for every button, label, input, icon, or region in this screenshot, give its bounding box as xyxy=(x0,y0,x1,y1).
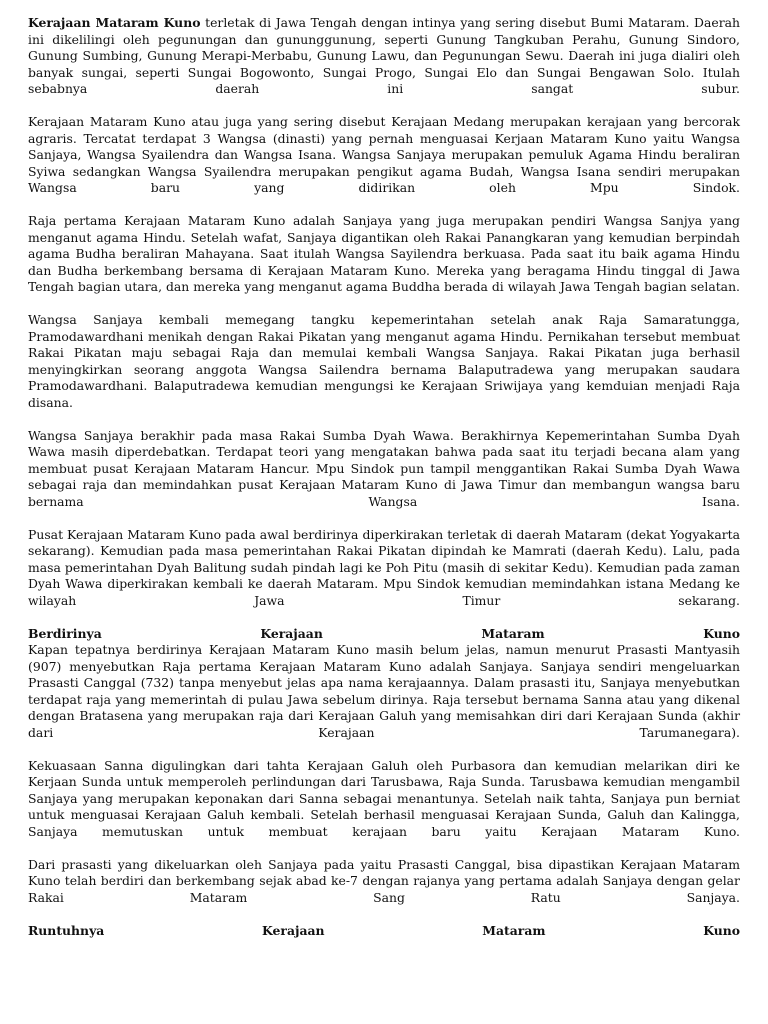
intro-text: terletak di Jawa Tengah dengan intinya yang sering disebut Bumi Mataram. Daerah ini dikelilingi oleh pegunungan dan gununggunung, seperti Gunung Tangkuban Perahu, Gunung Sindoro, Gunung Sumbing, Gunung Merapi-Merbabu, Gunung Lawu, dan Pegunungan Sewu. Daerah ini juga dialiri oleh banyak sungai, seperti Sungai Bogowonto, Sungai Progo, Sungai Elo dan Sungai Bengawan Solo. Itulah sebabnya daerah ini sangat subur. xyxy=(28,15,740,96)
paragraph-prasasti-canggal: Dari prasasti yang dikeluarkan oleh Sanjaya pada yaitu Prasasti Canggal, bisa dipastikan Kerajaan Mataram Kuno telah berdiri dan berkembang sejak abad ke-7 dengan rajanya yang pertama adalah Sanjaya dengan gelar Rakai Mataram Sang Ratu Sanjaya. xyxy=(28,856,740,905)
paragraph-raja-pertama: Raja pertama Kerajaan Mataram Kuno adalah Sanjaya yang juga merupakan pendiri Wangsa Sanjya yang menganut agama Hindu. Setelah wafat, Sanjaya digantikan oleh Rakai Panangkaran yang kemudian berpindah agama Budha beraliran Mahayana. Saat itulah Wangsa Sayilendra berkuasa. Pada saat itu baik agama Hindu dan Budha berkembang bersama di Kerajaan Mataram Kuno. Mereka yang beragama Hindu tinggal di Jawa Tengah bagian utara, dan mereka yang menganut agama Buddha berada di wilayah Jawa Tengah bagian selatan. xyxy=(28,213,740,294)
paragraph-pusat-kerajaan: Pusat Kerajaan Mataram Kuno pada awal berdirinya diperkirakan terletak di daerah Mataram (dekat Yogyakarta sekarang). Kemudian pada masa pemerintahan Rakai Pikatan dipindah ke Mamrati (daerah Kedu). Lalu, pada masa pemerintahan Dyah Balitung sudah pindah lagi ke Poh Pitu (masih di sekitar Kedu). Kemudian pada zaman Dyah Wawa diperkirakan kembali ke daerah Mataram. Mpu Sindok kemudian memindahkan istana Medang ke wilayah Jawa Timur sekarang. xyxy=(28,526,740,608)
paragraph-wangsa-sanjaya-berakhir: Wangsa Sanjaya berakhir pada masa Rakai Sumba Dyah Wawa. Berakhirnya Kepemerintahan Sumba Dyah Wawa masih diperdebatkan. Terdapat teori yang mengatakan bahwa pada saat itu terjadi becana alam yang membuat pusat Kerajaan Mataram Hancur. Mpu Sindok pun tampil menggantikan Rakai Sumba Dyah Wawa sebagai raja dan memindahkan pusat Kerajaan Mataram Kuno di Jawa Timur dan membangun wangsa baru bernama Wangsa Isana. xyxy=(28,427,740,509)
paragraph-wangsa-sanjaya-kembali: Wangsa Sanjaya kembali memegang tangku kepemerintahan setelah anak Raja Samaratungga, Pramodawardhani menikah dengan Rakai Pikatan yang menganut agama Hindu. Pernikahan tersebut membuat Rakai Pikatan maju sebagai Raja dan memulai kembali Wangsa Sanjaya. Rakai Pikatan juga berhasil menyingkirkan seorang anggota Wangsa Sailendra bernama Balaputradewa yang merupakan saudara Pramodawardhani. Balaputradewa kemudian mengungsi ke Kerajaan Sriwijaya yang kemduian menjadi Raja disana. xyxy=(28,312,740,410)
intro-lead-title: Kerajaan Mataram Kuno xyxy=(28,15,201,30)
paragraph-kekuasaan-sanna: Kekuasaan Sanna digulingkan dari tahta Kerajaan Galuh oleh Purbasora dan kemudian melarikan diri ke Kerjaan Sunda untuk memperoleh perlindungan dari Tarusbawa, Raja Sunda. Tarusbawa kemudian mengambil Sanjaya yang merupakan keponakan dari Sanna sebagai menantunya. Setelah naik tahta, Sanjaya pun berniat untuk menguasai Kerajaan Galuh kembali. Setelah berhasil menguasai Kerajaan Sunda, Galuh dan Kalingga, Sanjaya memutuskan untuk membuat kerajaan baru yaitu Kerajaan Mataram Kuno. xyxy=(28,757,740,839)
paragraph-wangsa: Kerajaan Mataram Kuno atau juga yang sering disebut Kerajaan Medang merupakan kerajaan yang bercorak agraris. Tercatat terdapat 3 Wangsa (dinasti) yang pernah menguasai Kerjaan Mataram Kuno yaitu Wangsa Sanjaya, Wangsa Syailendra dan Wangsa Isana. Wangsa Sanjaya merupakan pemuluk Agama Hindu beraliran Syiwa sedangkan Wangsa Syailendra merupakan pengikut agama Budah, Wangsa Isana sendiri merupakan Wangsa baru yang didirikan oleh Mpu Sindok. xyxy=(28,114,740,195)
paragraph-intro xyxy=(28,15,740,98)
heading-runtuhnya: Runtuhnya Kerajaan Mataram Kuno xyxy=(28,922,740,938)
paragraph-kapan-berdiri: Kapan tepatnya berdirinya Kerajaan Mataram Kuno masih belum jelas, namun menurut Prasasti Mantyasih (907) menyebutkan Raja pertama Kerajaan Mataram Kuno adalah Sanjaya. Sanjaya sendiri mengeluarkan Prasasti Canggal (732) tanpa menyebut jelas apa nama kerajaannya. Dalam prasasti itu, Sanjaya menyebutkan terdapat raja yang memerintah di pulau Jawa sebelum dirinya. Raja tersebut bernama Sanna atau yang dikenal dengan Bratasena yang merupakan raja dari Kerajaan Galuh yang memisahkan diri dari Kerajaan Sunda (akhir dari Kerajaan Tarumanegara). xyxy=(28,642,740,740)
heading-berdirinya: Berdirinya Kerajaan Mataram Kuno xyxy=(28,625,740,641)
